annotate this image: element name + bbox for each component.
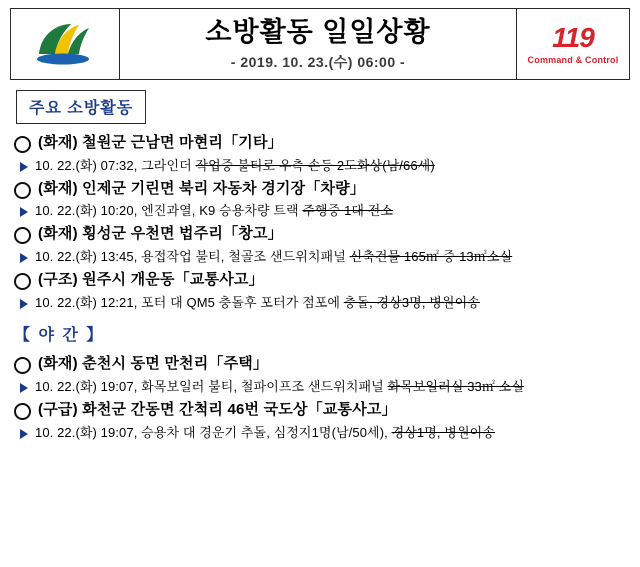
ring-bullet-icon — [14, 273, 31, 290]
list-item — [10, 269, 630, 313]
incident-list — [10, 132, 630, 312]
ring-bullet-icon — [14, 403, 31, 420]
incident-title: (구급) 화천군 간동면 간척리 46번 국도상「교통사고」 — [38, 400, 397, 418]
incident-title-row — [10, 399, 630, 421]
header-title-cell — [120, 9, 516, 79]
incident-detail-row — [10, 424, 630, 443]
incident-title-row — [10, 269, 630, 291]
logo-119-icon: 119 — [552, 21, 594, 53]
incident-detail: 10. 22.(화) 13:45, 용접작업 불티, 철골조 샌드위치패널 신축건물 165㎡ 중 13㎡소실 — [35, 248, 513, 264]
incident-detail-row — [10, 378, 630, 397]
incident-title-row — [10, 132, 630, 154]
report-date: - 2019. 10. 23.(수) 06:00 - — [230, 54, 406, 71]
list-item — [10, 178, 630, 222]
incident-title-row — [10, 178, 630, 200]
triangle-bullet-icon — [20, 207, 28, 217]
incident-detail: 10. 22.(화) 12:21, 포터 대 QM5 충돌후 포터가 점포에 충돌, 경상3명, 병원이송 — [35, 294, 480, 310]
ring-bullet-icon — [14, 227, 31, 244]
header-logo-cell — [516, 9, 629, 79]
header-emblem-cell — [11, 9, 120, 79]
triangle-bullet-icon — [20, 162, 28, 172]
logo-119-subtitle: Command & Control — [527, 54, 619, 65]
incident-detail-row — [10, 294, 630, 313]
incident-detail: 10. 22.(화) 19:07, 화목보일러 불티, 철파이프조 샌드위치패널 화목보일러실 33㎡ 소실 — [35, 379, 524, 395]
incident-detail: 10. 22.(화) 07:32, 그라인더 작업중 불티로 우측 손등 2도화상(남/66세) — [35, 157, 435, 173]
incident-detail: 10. 22.(화) 10:20, 엔진과열, K9 승용차량 트랙 주행중 1대 전소 — [35, 203, 394, 219]
triangle-bullet-icon — [20, 299, 28, 309]
incident-title-row — [10, 353, 630, 375]
ring-bullet-icon — [14, 357, 31, 374]
fire-agency-emblem-icon — [27, 20, 103, 68]
incident-detail: 10. 22.(화) 19:07, 승용차 대 경운기 추돌, 심정지1명(남/50세), 경상1명, 병원이송 — [35, 424, 495, 440]
night-incident-list — [10, 353, 630, 442]
triangle-bullet-icon — [20, 253, 28, 263]
document-header — [10, 8, 630, 80]
triangle-bullet-icon — [20, 383, 28, 393]
page-title: 소방활동 일일상황 — [205, 16, 431, 47]
list-item — [10, 399, 630, 443]
incident-title-row — [10, 223, 630, 245]
incident-detail-row — [10, 157, 630, 176]
list-item — [10, 223, 630, 267]
incident-title: (화재) 횡성군 우천면 법주리「창고」 — [38, 225, 283, 243]
list-item — [10, 353, 630, 397]
incident-title: (화재) 인제군 기린면 북리 자동차 경기장「차량」 — [38, 179, 366, 197]
incident-detail-row — [10, 248, 630, 267]
list-item — [10, 132, 630, 176]
ring-bullet-icon — [14, 136, 31, 153]
incident-title: (화재) 철원군 근남면 마현리「기타」 — [38, 134, 283, 151]
night-section-heading: 【 야 간 】 — [14, 327, 105, 345]
incident-detail-row — [10, 202, 630, 221]
triangle-bullet-icon — [20, 429, 28, 439]
incident-title: (구조) 원주시 개운동「교통사고」 — [38, 270, 264, 288]
incident-title: (화재) 춘천시 동면 만천리「주택」 — [38, 355, 269, 373]
ring-bullet-icon — [14, 182, 31, 199]
section-heading: 주요 소방활동 — [16, 90, 146, 124]
